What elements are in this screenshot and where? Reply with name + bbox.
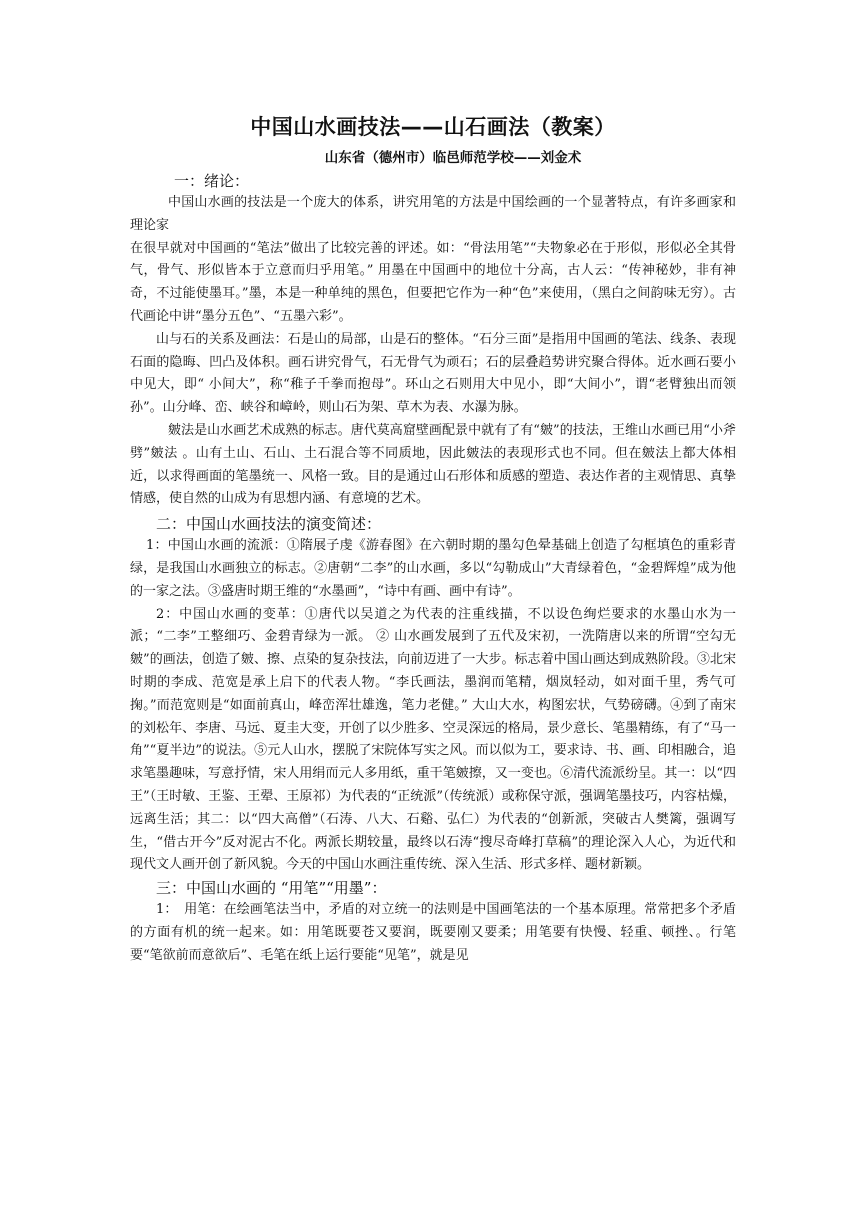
paragraph: 1：中国山水画的流派：①隋展子虔《游春图》在六朝时期的墨勾色晕基础上创造了勾框填色的重彩青绿，是我国山水画独立的标志。②唐朝“二李”的山水画，多以“勾勒成山”大青绿着色，“金碧辉煌”成为他的一家之法。③盛唐时期王维的“水墨画”，“诗中有画、画中有诗”。 [130,538,736,599]
author-line: 山东省（德州市）临邑师范学校——刘金术 [324,150,582,166]
paragraph: 中国山水画的技法是一个庞大的体系，讲究用笔的方法是中国绘画的一个显著特点，有许多画家和理论家 [130,195,736,233]
section-heading-brush-ink: 三：中国山水画的 “用笔”“用墨”： [156,879,387,898]
paragraph: 1： 用笔：在绘画笔法当中，矛盾的对立统一的法则是中国画笔法的一个基本原理。常常把多个矛盾的方面有机的统一起来。如：用笔既要苍又要润，既要刚又要柔；用笔要有快慢、轻重、顿挫、。行笔要“笔欲前而意欲后”、毛笔在纸上运行要能“见笔”，就是见 [130,902,736,963]
paragraph: 2：中国山水画的变革：①唐代以吴道之为代表的注重线描，不以设色绚烂要求的水墨山水为一派；“二李”工整细巧、金碧青绿为一派。 ② 山水画发展到了五代及宋初，一洗隋唐以来的所谓“空勾无皴”的画法，创造了皴、擦、点染的复杂技法，向前迈进了一大步。标志着中国山画达到成熟阶段。③北宋时期的李成、范宽是承上启下的代表人物。“李氏画法，墨润而笔精，烟岚轻动，如对面千里，秀气可掬。”而范宽则是“如面前真山，峰峦浑壮雄逸，笔力老健。” 大山大水，构图宏状，气势磅礴。④到了南宋的刘松年、李唐、马远、夏圭大变，开创了以少胜多、空灵深远的格局，景少意长、笔墨精练，有了“马一角”“夏半边”的说法。⑤元人山水，摆脱了宋院体写实之风。而以似为工，要求诗、书、画、印相融合，追求笔墨趣味，写意抒情，宋人用绢而元人多用纸，重干笔皴擦，又一变也。⑥清代流派纷呈。其一：以“四王”（王时敏、王鉴、王翚、王原祁）为代表的“正统派”（传统派）或称保守派，强调笔墨技巧，内容枯燥，远离生活；其二：以“四大高僧”（石涛、八大、石谿、弘仁）为代表的“创新派，突破古人樊篱，强调写生，“借古开今”反对泥古不化。两派长期较量，最终以石涛“搜尽奇峰打草稿”的理论深入人心，为近代和现代文人画开创了新风貌。今天的中国山水画注重传统、深入生活、形式多样、题材新颖。 [130,606,736,873]
paragraph: 皴法是山水画艺术成熟的标志。唐代莫高窟壁画配景中就有了有“皴”的技法，王维山水画已用“小斧劈”皴法 。山有土山、石山、土石混合等不同质地，因此皴法的表现形式也不同。但在皴法上都大体相近，以求得画面的笔墨统一、风格一致。目的是通过山石形体和质感的塑造、表达作者的主观情思、真挚情感，使自然的山成为有思想内涵、有意境的艺术。 [130,422,736,507]
section-heading-evolution: 二：中国山水画技法的演变简述： [156,515,382,534]
document-page [130,112,736,968]
section-heading-intro: 一：绪论： [174,172,250,190]
document-title: 中国山水画技法——山石画法（教案） [250,115,616,139]
paragraph: 山与石的关系及画法：石是山的局部，山是石的整体。“石分三面”是指用中国画的笔法、线条、表现石面的隐晦、凹凸及体积。画石讲究骨气，石无骨气为顽石；石的层叠趋势讲究聚合得体。近水画石要小中见大，即“ 小间大”，称“稚子千拳而抱母”。环山之石则用大中见小，即“大间小”，谓“老臂独出而领孙”。山分峰、峦、峡谷和嶂岭，则山石为架、草木为表、水瀑为脉。 [130,331,736,416]
paragraph: 在很早就对中国画的“笔法”做出了比较完善的评述。如：“骨法用笔”“夫物象必在于形似，形似必全其骨气，骨气、形似皆本于立意而归乎用笔。” 用墨在中国画中的地位十分高，古人云：“传神秘妙，非有神奇，不过能使墨耳。”墨，本是一种单纯的黑色，但要把它作为一种“色”来使用，（黑白之间韵味无穷）。古代画论中讲“墨分五色”、“五墨六彩”。 [130,240,736,324]
